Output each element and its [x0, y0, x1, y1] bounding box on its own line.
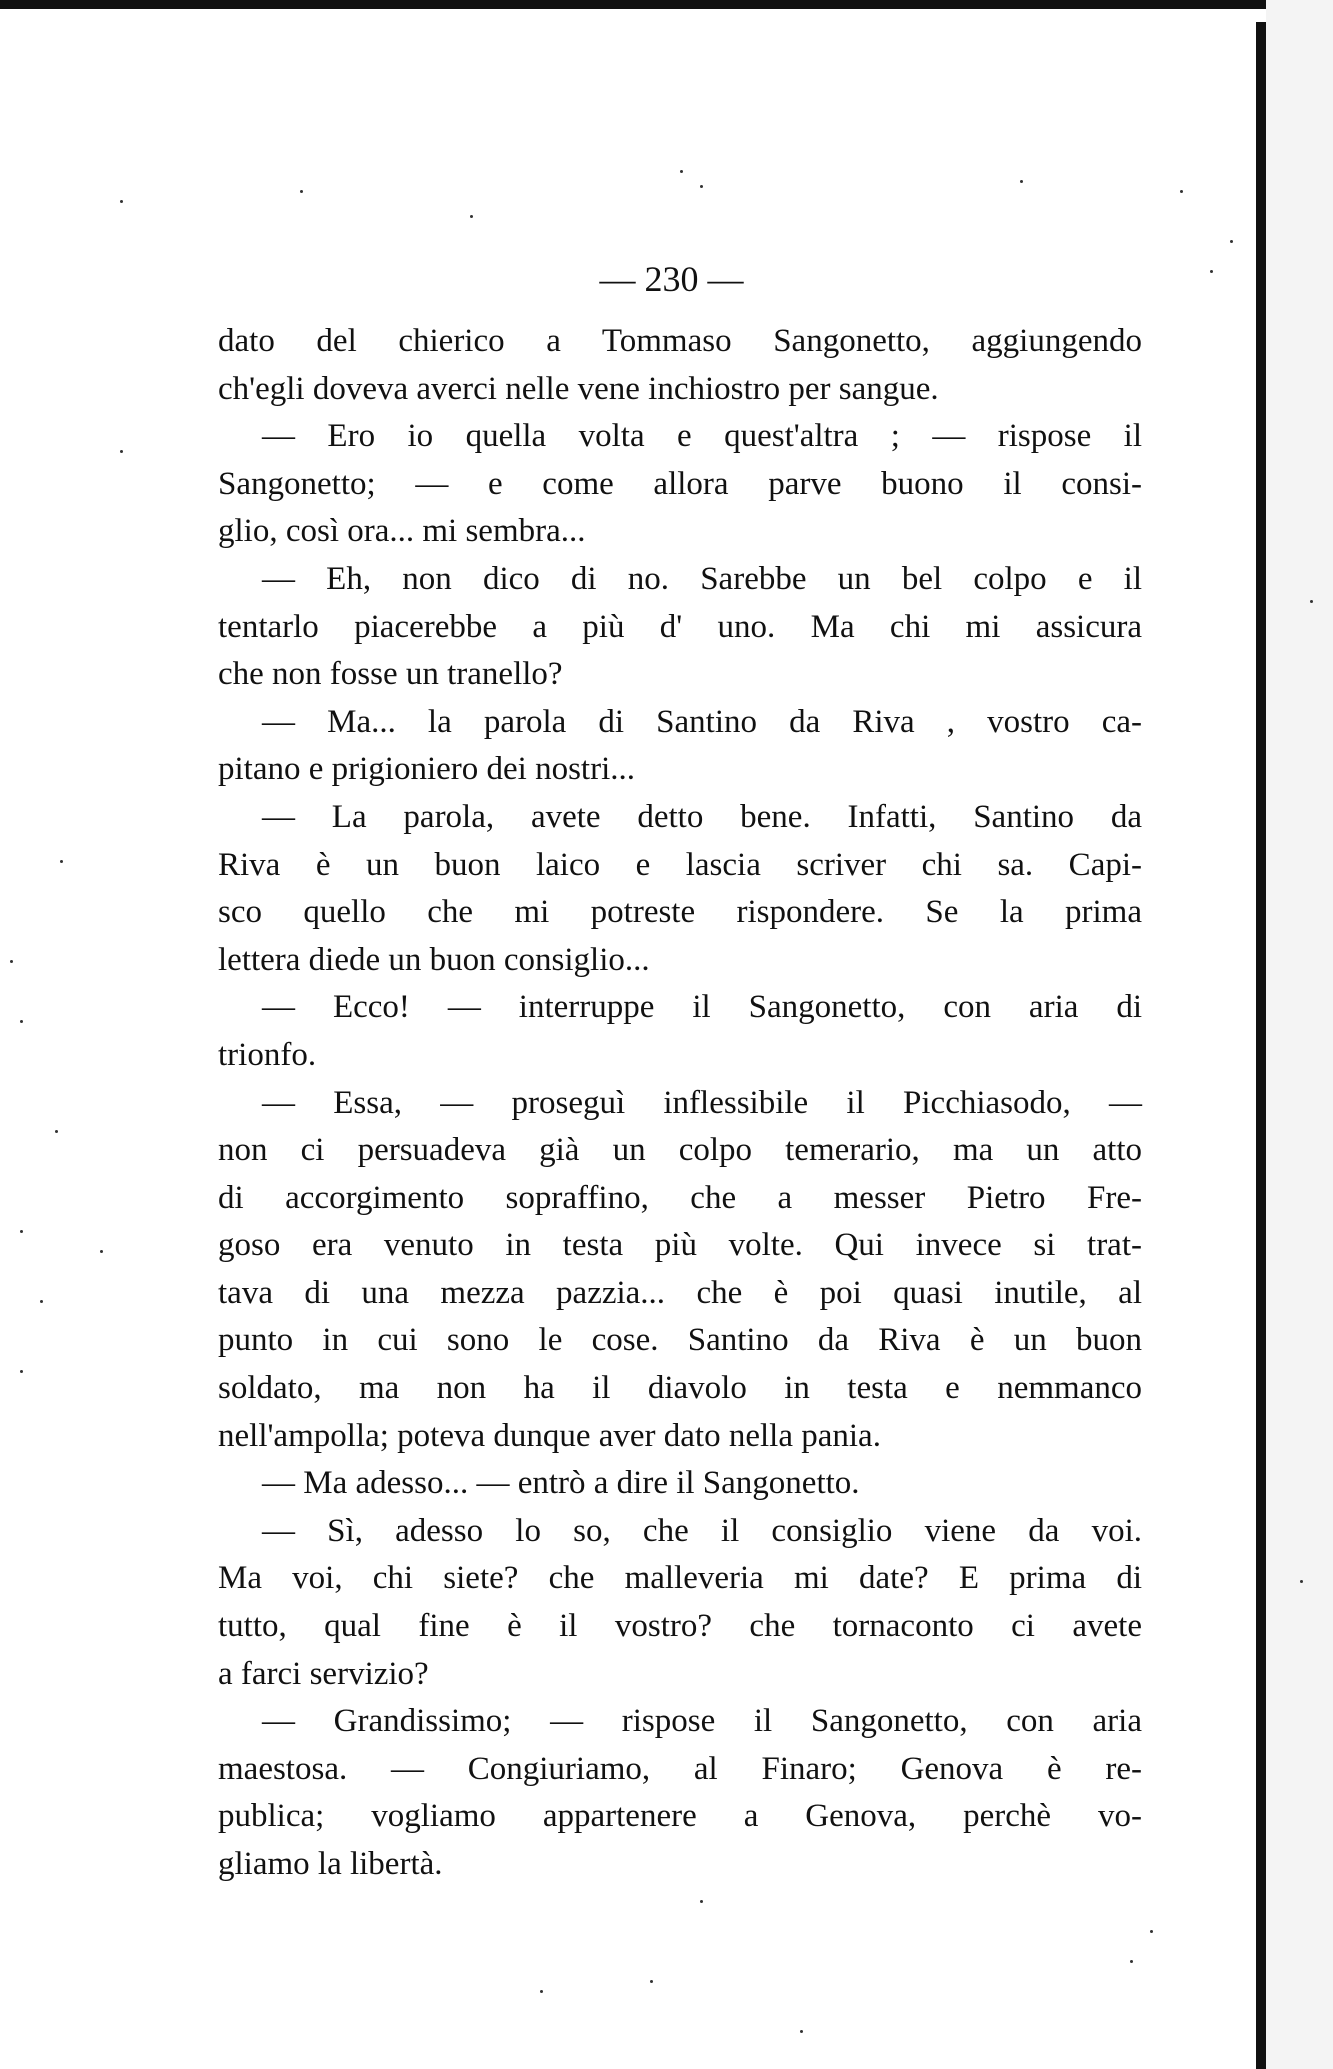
scan-speck [60, 860, 63, 863]
scan-speck [700, 1900, 703, 1903]
text-line: gliamo la libertà. [218, 1846, 443, 1882]
scan-speck [20, 1020, 23, 1023]
paragraph [218, 699, 1142, 794]
scan-speck [120, 450, 123, 453]
scan-speck [1210, 270, 1213, 273]
paragraph [218, 1460, 1142, 1508]
text-line: punto in cui sono le cose. Santino da Riva è un buon [218, 1322, 1142, 1359]
text-line: publica; vogliamo appartenere a Genova, perchè vo- [218, 1798, 1142, 1835]
paragraph [218, 413, 1142, 556]
text-line: pitano e prigioniero dei nostri... [218, 751, 635, 788]
scan-speck [1180, 190, 1183, 193]
scan-page-edge [1256, 22, 1266, 2069]
text-line: — Eh, non dico di no. Sarebbe un bel colpo e il [262, 560, 1142, 597]
scan-speck [300, 190, 303, 193]
text-line: non ci persuadeva già un colpo temerario, ma un atto [218, 1132, 1142, 1169]
scan-right-margin [1266, 0, 1333, 2069]
text-line: — Grandissimo; — rispose il Sangonetto, con aria [262, 1703, 1142, 1740]
text-line: nell'ampolla; poteva dunque aver dato nella pania. [218, 1417, 881, 1454]
scan-speck [20, 1370, 23, 1373]
text-line: trionfo. [218, 1036, 317, 1073]
text-line: tava di una mezza pazzia... che è poi quasi inutile, al [218, 1274, 1142, 1311]
scan-speck [120, 200, 123, 203]
text-line: che non fosse un tranello? [218, 656, 563, 693]
scan-speck [100, 1250, 103, 1253]
text-line: — Sì, adesso lo so, che il consiglio viene da voi. [262, 1512, 1142, 1549]
text-line: di accorgimento sopraffino, che a messer Pietro Fre- [218, 1179, 1142, 1216]
text-line: maestosa. — Congiuriamo, al Finaro; Genova è re- [218, 1750, 1142, 1787]
text-line: tentarlo piacerebbe a più d' uno. Ma chi mi assicura [218, 608, 1142, 645]
body-text [218, 318, 1142, 1889]
scan-speck [20, 1230, 23, 1233]
text-line: — Ecco! — interruppe il Sangonetto, con aria di [262, 989, 1142, 1026]
paragraph [218, 1698, 1142, 1888]
text-line: goso era venuto in testa più volte. Qui invece si trat- [218, 1227, 1142, 1264]
text-line: tutto, qual fine è il vostro? che tornaconto ci avete [218, 1608, 1142, 1645]
text-line: Sangonetto; — e come allora parve buono il consi- [218, 465, 1142, 502]
scan-speck [55, 1130, 58, 1133]
text-line: lettera diede un buon consiglio... [218, 941, 650, 978]
paragraph [218, 984, 1142, 1079]
scan-speck [1230, 240, 1233, 243]
text-line: Ma voi, chi siete? che malleveria mi date? E prima di [218, 1560, 1142, 1597]
scan-speck [470, 215, 473, 218]
paragraph [218, 1080, 1142, 1461]
scan-speck [700, 185, 703, 188]
text-line: soldato, ma non ha il diavolo in testa e nemmanco [218, 1370, 1142, 1407]
page-number: — 230 — [599, 259, 744, 299]
text-line: glio, così ora... mi sembra... [218, 513, 586, 550]
scan-speck [1150, 1930, 1153, 1933]
scan-speck [1020, 180, 1023, 183]
text-line: sco quello che mi potreste rispondere. Se la prima [218, 894, 1142, 931]
text-line: — La parola, avete detto bene. Infatti, Santino da [262, 798, 1142, 835]
scan-speck [10, 960, 13, 963]
scan-speck [650, 1980, 653, 1983]
scan-speck [1300, 1580, 1303, 1583]
scan-top-border [0, 0, 1333, 9]
scan-speck [1130, 1960, 1133, 1963]
text-line: ch'egli doveva averci nelle vene inchiostro per sangue. [218, 370, 939, 407]
scan-speck [680, 170, 683, 173]
paragraph [218, 556, 1142, 699]
scan-speck [40, 1300, 43, 1303]
text-line: a farci servizio? [218, 1655, 429, 1692]
paragraph [218, 794, 1142, 984]
scan-speck [540, 1990, 543, 1993]
paragraph [218, 318, 1142, 413]
scan-speck [800, 2030, 803, 2033]
text-line: — Ero io quella volta e quest'altra ; — rispose il [262, 418, 1142, 455]
text-line: Riva è un buon laico e lascia scriver chi sa. Capi- [218, 846, 1142, 883]
text-line: — Essa, — proseguì inflessibile il Picchiasodo, — [262, 1084, 1142, 1121]
text-line: — Ma adesso... — entrò a dire il Sangonetto. [262, 1465, 860, 1502]
text-line: dato del chierico a Tommaso Sangonetto, aggiungendo [218, 323, 1142, 359]
text-line: — Ma... la parola di Santino da Riva , vostro ca- [262, 703, 1142, 740]
paragraph [218, 1508, 1142, 1698]
scan-speck [1310, 600, 1313, 603]
